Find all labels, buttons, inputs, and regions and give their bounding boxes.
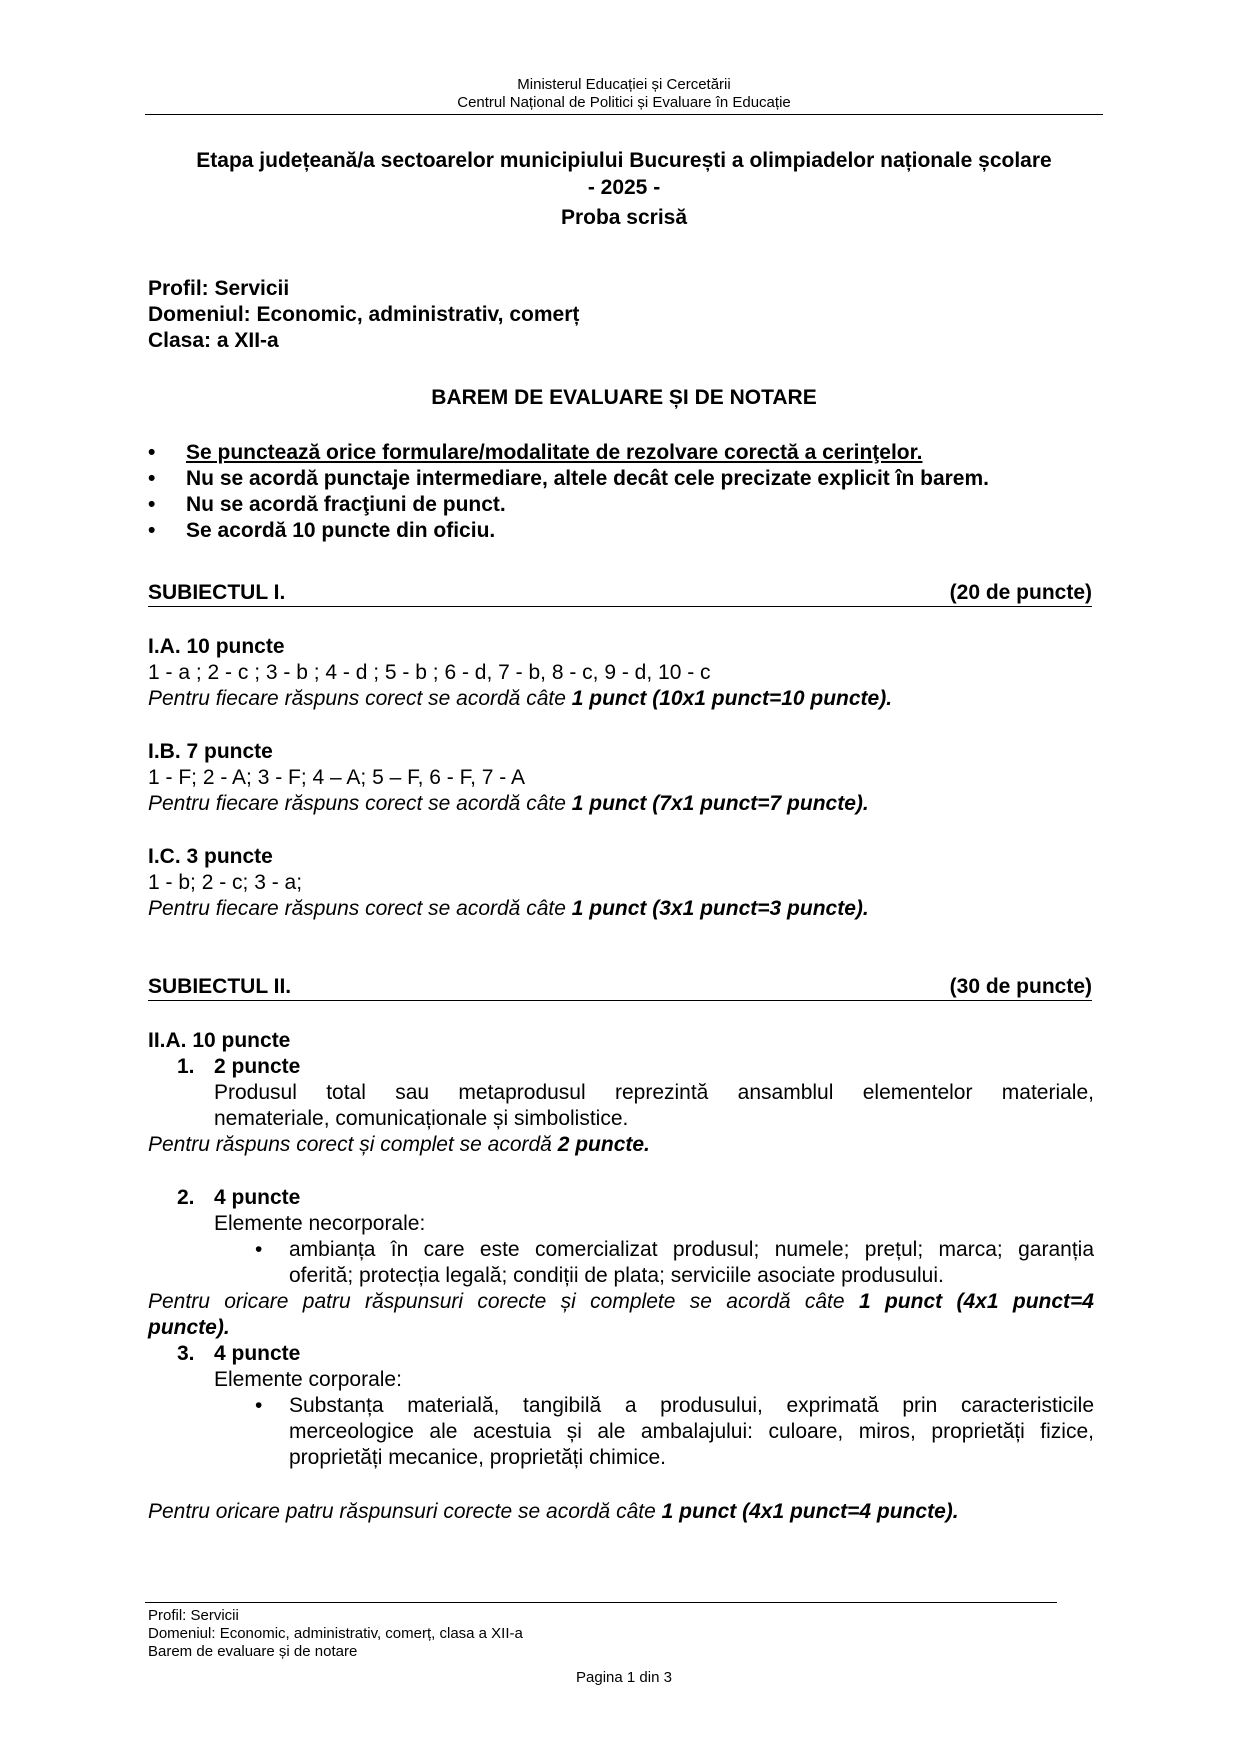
section-ic-note: [148, 896, 869, 922]
bullet-glyph: •: [148, 519, 156, 542]
subject-1-title: SUBIECTUL I.: [148, 581, 286, 604]
q3-label: Elemente corporale:: [214, 1368, 402, 1391]
subject-1-points: (20 de puncte): [949, 581, 1092, 604]
q3-points: 4 puncte: [214, 1342, 301, 1365]
header-center: Centrul Național de Politici și Evaluare în Educație: [457, 94, 791, 111]
rule-2: [148, 466, 989, 492]
rule-4: [148, 518, 495, 544]
q2-bullet-line-1: ambianța în care este comercializat produsul; numele; prețul; marca; garanția: [289, 1238, 1094, 1261]
rule-3: [148, 492, 506, 518]
barem-title: BAREM DE EVALUARE ȘI DE NOTARE: [431, 386, 817, 409]
header-rule: [145, 114, 1103, 115]
rule-4-text: Se acordă 10 puncte din oficiu.: [186, 519, 496, 542]
bullet-glyph: •: [148, 467, 156, 490]
meta-profil: Profil: Servicii: [148, 277, 290, 300]
section-ia-note-points: 1 punct (10x1 punct=10 puncte).: [571, 687, 893, 710]
q1-note: [148, 1132, 650, 1158]
q1-text-line-2: nemateriale, comunicaționale și simbolistice.: [214, 1107, 629, 1130]
footer-domeniul: Domeniul: Economic, administrativ, comerț, clasa a XII-a: [148, 1625, 523, 1642]
section-ia-note: [148, 686, 892, 712]
rule-1-text: Se punctează orice formulare/modalitate de rezolvare corectă a cerinţelor.: [186, 441, 923, 464]
footer-barem: Barem de evaluare și de notare: [148, 1643, 358, 1660]
q1-number: 1.: [177, 1055, 195, 1078]
section-ib-note-points: 1 punct (7x1 punct=7 puncte).: [571, 792, 869, 815]
title-year: - 2025 -: [587, 176, 661, 199]
section-ic-heading: I.C. 3 puncte: [148, 845, 273, 868]
q1-text-line-1: Produsul total sau metaprodusul reprezintă ansamblul elementelor materiale,: [214, 1081, 1094, 1104]
title-proba: Proba scrisă: [560, 206, 688, 229]
q1-points: 2 puncte: [214, 1055, 301, 1078]
rule-3-text: Nu se acordă fracţiuni de punct.: [186, 493, 506, 516]
q2-note-text: Pentru oricare patru răspunsuri corecte și complete se acordă câte: [148, 1290, 859, 1313]
title-line-1: Etapa județeană/a sectoarelor municipiului București a olimpiadelor naționale școlare: [196, 149, 1052, 172]
subject-2-title: SUBIECTUL II.: [148, 975, 292, 998]
section-ic-answers: 1 - b; 2 - c; 3 - a;: [148, 871, 303, 894]
q3-bullet-line-1: Substanța materială, tangibilă a produsului, exprimată prin caracteristicile: [289, 1394, 1094, 1417]
bullet-glyph: •: [148, 441, 156, 464]
q3-note-text: Pentru oricare patru răspunsuri corecte se acordă câte: [148, 1500, 662, 1523]
subject-2-heading: [148, 974, 1092, 1001]
footer-page-number: Pagina 1 din 3: [576, 1669, 672, 1686]
header-ministry: Ministerul Educației și Cercetării: [517, 76, 731, 93]
q2-points: 4 puncte: [214, 1186, 301, 1209]
q3-bullet-line-2: merceologice ale acestuia și ale ambalajului: culoare, miros, proprietăți fizice,: [289, 1420, 1094, 1443]
section-ia-heading: I.A. 10 puncte: [148, 635, 285, 658]
bullet-glyph: •: [148, 493, 156, 516]
section-ib-note-text: Pentru fiecare răspuns corect se acordă câte: [148, 792, 572, 815]
meta-clasa: Clasa: a XII-a: [148, 329, 279, 352]
q2-note-line-1: [148, 1289, 1094, 1315]
q1-note-points: 2 puncte.: [557, 1133, 650, 1156]
q1-note-text: Pentru răspuns corect și complet se acordă: [148, 1133, 558, 1156]
q2-number: 2.: [177, 1186, 195, 1209]
meta-domeniul: Domeniul: Economic, administrativ, comerț: [148, 303, 580, 326]
section-ib-heading: I.B. 7 puncte: [148, 740, 273, 763]
rule-1: [148, 440, 922, 466]
q3-bullet-glyph: •: [255, 1394, 263, 1417]
q2-bullet-line-2: oferită; protecția legală; condiții de plata; serviciile asociate produsului.: [289, 1264, 944, 1287]
q2-bullet-glyph: •: [255, 1238, 263, 1261]
section-iia-heading: II.A. 10 puncte: [148, 1029, 291, 1052]
subject-2-points: (30 de puncte): [949, 975, 1092, 998]
rule-2-text: Nu se acordă punctaje intermediare, altele decât cele precizate explicit în barem.: [186, 467, 989, 490]
footer-profil: Profil: Servicii: [148, 1607, 239, 1624]
section-ib-note: [148, 791, 869, 817]
q2-label: Elemente necorporale:: [214, 1212, 426, 1235]
section-ic-note-text: Pentru fiecare răspuns corect se acordă câte: [148, 897, 572, 920]
section-ia-note-text: Pentru fiecare răspuns corect se acordă câte: [148, 687, 572, 710]
subject-1-heading: [148, 580, 1092, 607]
section-ia-answers: 1 - a ; 2 - c ; 3 - b ; 4 - d ; 5 - b ; 6 - d, 7 - b, 8 - c, 9 - d, 10 - c: [148, 661, 711, 684]
section-ib-answers: 1 - F; 2 - A; 3 - F; 4 – A; 5 – F, 6 - F, 7 - A: [148, 766, 525, 789]
q3-bullet-line-3: proprietăți mecanice, proprietăți chimice.: [289, 1446, 666, 1469]
section-ic-note-points: 1 punct (3x1 punct=3 puncte).: [571, 897, 869, 920]
q2-note-line-2: puncte).: [148, 1316, 230, 1339]
q3-number: 3.: [177, 1342, 195, 1365]
footer-rule: [145, 1602, 1057, 1603]
q3-note: [148, 1499, 959, 1525]
q2-note-points: 1 punct (4x1 punct=4: [858, 1290, 1094, 1313]
q3-note-points: 1 punct (4x1 punct=4 puncte).: [661, 1500, 959, 1523]
